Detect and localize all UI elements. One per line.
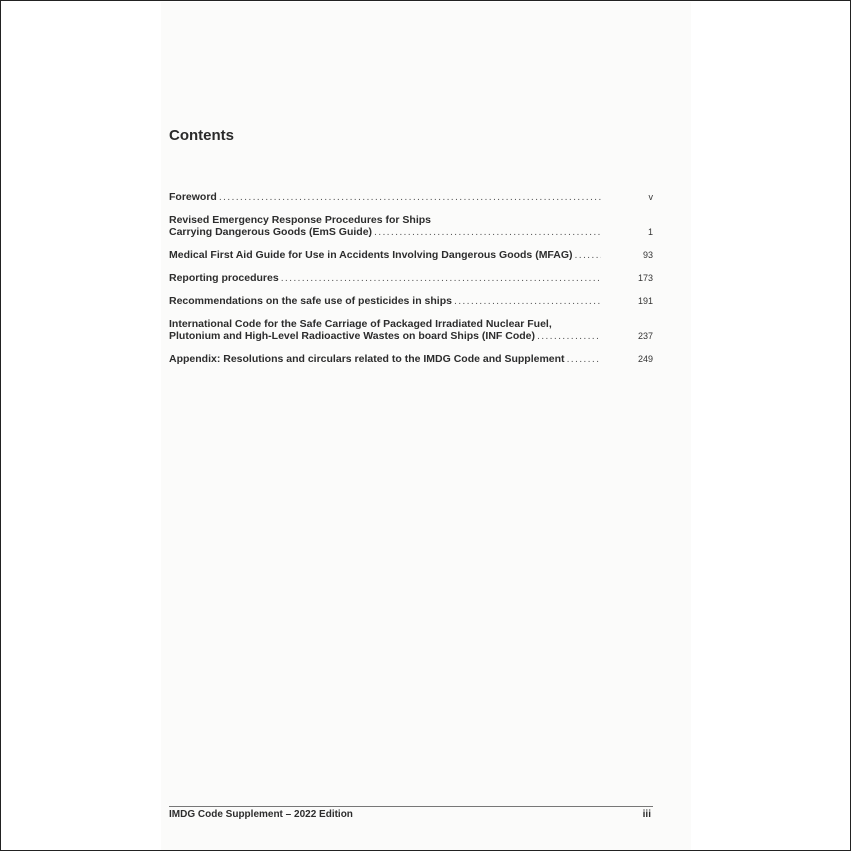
toc-entry-title-line: Revised Emergency Response Procedures for Ships — [169, 214, 432, 226]
toc-entry-mfag[interactable] — [169, 249, 653, 261]
toc-entry-inf-code[interactable] — [169, 318, 653, 342]
toc-entry-title: Foreword — [169, 191, 217, 203]
contents-title: Contents — [169, 127, 234, 144]
leader-dots — [454, 295, 601, 307]
leader-dots — [281, 272, 601, 284]
table-of-contents — [169, 191, 653, 376]
leader-dots — [575, 249, 601, 261]
toc-page-number: 93 — [642, 250, 653, 260]
toc-entry-title-line: Plutonium and High-Level Radioactive Wastes on board Ships (INF Code) — [169, 330, 535, 342]
toc-entry-foreword[interactable] — [169, 191, 653, 203]
leader-dots — [567, 353, 601, 365]
footer-divider — [169, 806, 653, 807]
leader-dots — [219, 191, 601, 203]
toc-entry-pesticides[interactable] — [169, 295, 653, 307]
toc-entry-title-line: Carrying Dangerous Goods (EmS Guide) — [169, 226, 373, 238]
toc-page-number: 173 — [637, 273, 653, 283]
toc-page-number: v — [648, 192, 653, 202]
toc-entry-title: Reporting procedures — [169, 272, 279, 284]
toc-entry-title: Medical First Aid Guide for Use in Accidents Involving Dangerous Goods (MFAG) — [169, 249, 573, 261]
footer-publication-title: IMDG Code Supplement – 2022 Edition — [169, 809, 353, 820]
toc-page-number: 191 — [637, 296, 653, 306]
toc-entry-title-line: International Code for the Safe Carriage of Packaged Irradiated Nuclear Fuel, — [169, 318, 552, 330]
page-sheet — [161, 2, 691, 850]
toc-page-number: 1 — [647, 227, 653, 237]
toc-page-number: 249 — [637, 354, 653, 364]
footer-page-number: iii — [642, 809, 651, 820]
toc-entry-title: Appendix: Resolutions and circulars related to the IMDG Code and Supplement — [169, 353, 565, 365]
leader-dots — [537, 330, 601, 342]
toc-entry-title: Recommendations on the safe use of pesticides in ships — [169, 295, 452, 307]
toc-page-number: 237 — [637, 331, 653, 341]
toc-entry-appendix[interactable] — [169, 353, 653, 365]
leader-dots — [374, 226, 601, 238]
toc-entry-ems-guide[interactable] — [169, 214, 653, 238]
toc-entry-reporting-procedures[interactable] — [169, 272, 653, 284]
